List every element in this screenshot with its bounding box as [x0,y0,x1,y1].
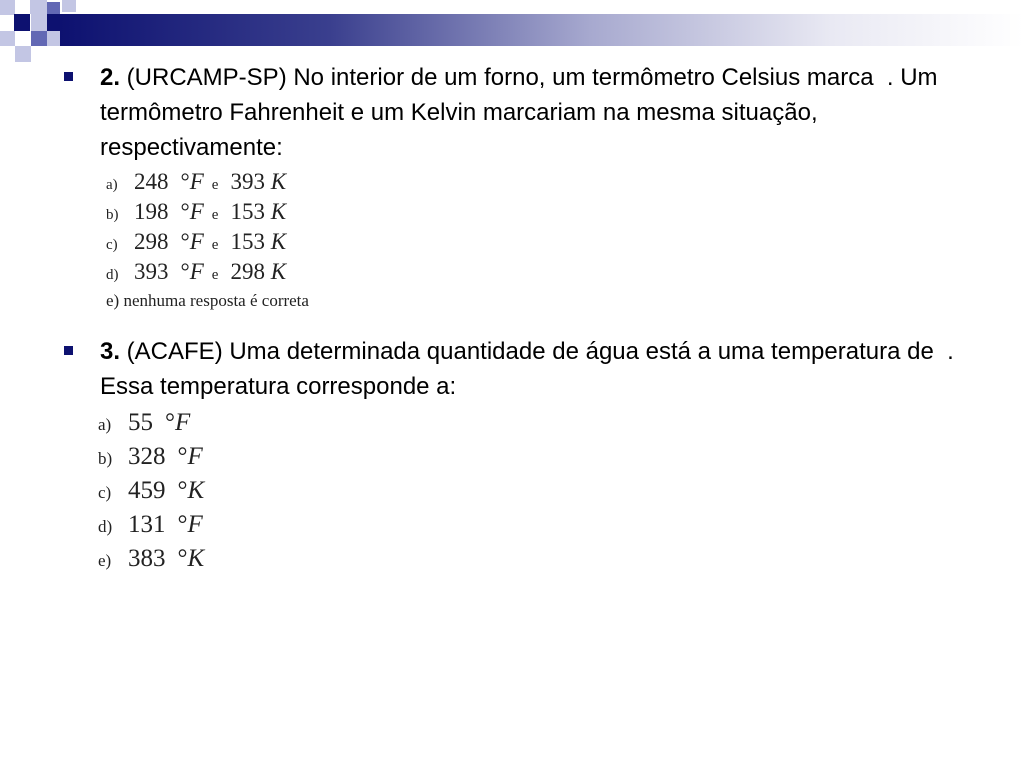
option-conjunction: e [211,207,219,223]
option-unit: K [270,259,287,284]
option-e [106,287,962,317]
option-value: 328 [128,443,166,470]
option-a [106,167,962,197]
question-stem [100,60,962,165]
degree-symbol: ° [177,545,188,572]
option-d [106,257,962,287]
option-letter: e) [98,551,112,570]
degree-symbol: ° [177,477,188,504]
question-stem [100,334,962,404]
option-letter: b) [106,207,119,223]
answer-options [106,167,962,317]
option-e [98,542,962,576]
decor-square [31,31,47,46]
option-unit: K [270,229,287,254]
option-unit: F [189,259,204,284]
option-letter: c) [106,237,118,253]
option-unit: F [189,229,204,254]
option-conjunction: e [211,237,219,253]
option-unit: F [187,511,203,538]
option-value: 393 [134,259,169,284]
decor-square [31,14,47,31]
option-value: 153 [230,199,265,224]
degree-symbol: ° [165,409,175,436]
option-value: 153 [230,229,265,254]
decor-square [47,2,60,14]
option-value: 131 [128,511,166,538]
option-value: 459 [128,477,166,504]
option-letter: d) [98,517,113,536]
option-unit: K [187,477,205,504]
question-3 [62,334,962,576]
option-unit: K [187,545,205,572]
option-value: 298 [230,259,265,284]
option-unit: F [187,443,203,470]
option-a [98,406,962,440]
degree-symbol: ° [180,169,190,194]
answer-options [98,406,962,576]
option-unit: K [270,169,287,194]
option-unit: F [189,199,204,224]
question-2 [62,60,962,317]
option-c [98,474,962,508]
option-b [106,197,962,227]
decor-square [47,31,60,46]
degree-symbol: ° [180,199,190,224]
option-value: 383 [128,545,166,572]
option-text: e) nenhuma resposta é correta [106,291,309,310]
option-letter: b) [98,449,113,468]
question-number: 2. [100,64,121,91]
option-conjunction: e [211,267,219,283]
option-letter: a) [106,177,118,193]
degree-symbol: ° [180,229,190,254]
question-text: (URCAMP-SP) No interior de um forno, um termômetro Celsius marca . Um termômetro Fahrenheit e um Kelvin marcariam na mesma situação, respectivamente: [100,64,945,161]
decor-square [0,0,15,15]
option-c [106,227,962,257]
degree-symbol: ° [177,443,188,470]
option-d [98,508,962,542]
option-b [98,440,962,474]
option-value: 198 [134,199,169,224]
option-value: 298 [134,229,169,254]
option-letter: a) [98,415,112,434]
question-number: 3. [100,338,121,365]
decor-square [30,0,47,14]
option-conjunction: e [211,177,219,193]
option-letter: d) [106,267,119,283]
decor-square [47,14,61,31]
option-unit: F [175,409,191,436]
option-value: 248 [134,169,169,194]
option-value: 393 [230,169,265,194]
option-unit: F [189,169,204,194]
option-value: 55 [128,409,153,436]
decor-square [62,0,76,12]
degree-symbol: ° [177,511,188,538]
bullet-icon [64,72,73,81]
bullet-icon [64,346,73,355]
option-letter: c) [98,483,112,502]
decor-square [15,46,31,62]
decor-square [14,14,30,31]
question-text: (ACAFE) Uma determinada quantidade de água está a uma temperatura de . Essa temperatura corresponde a: [100,338,961,400]
option-unit: K [270,199,287,224]
degree-symbol: ° [180,259,190,284]
header-gradient-bar [60,14,1024,46]
decor-square [0,31,15,46]
